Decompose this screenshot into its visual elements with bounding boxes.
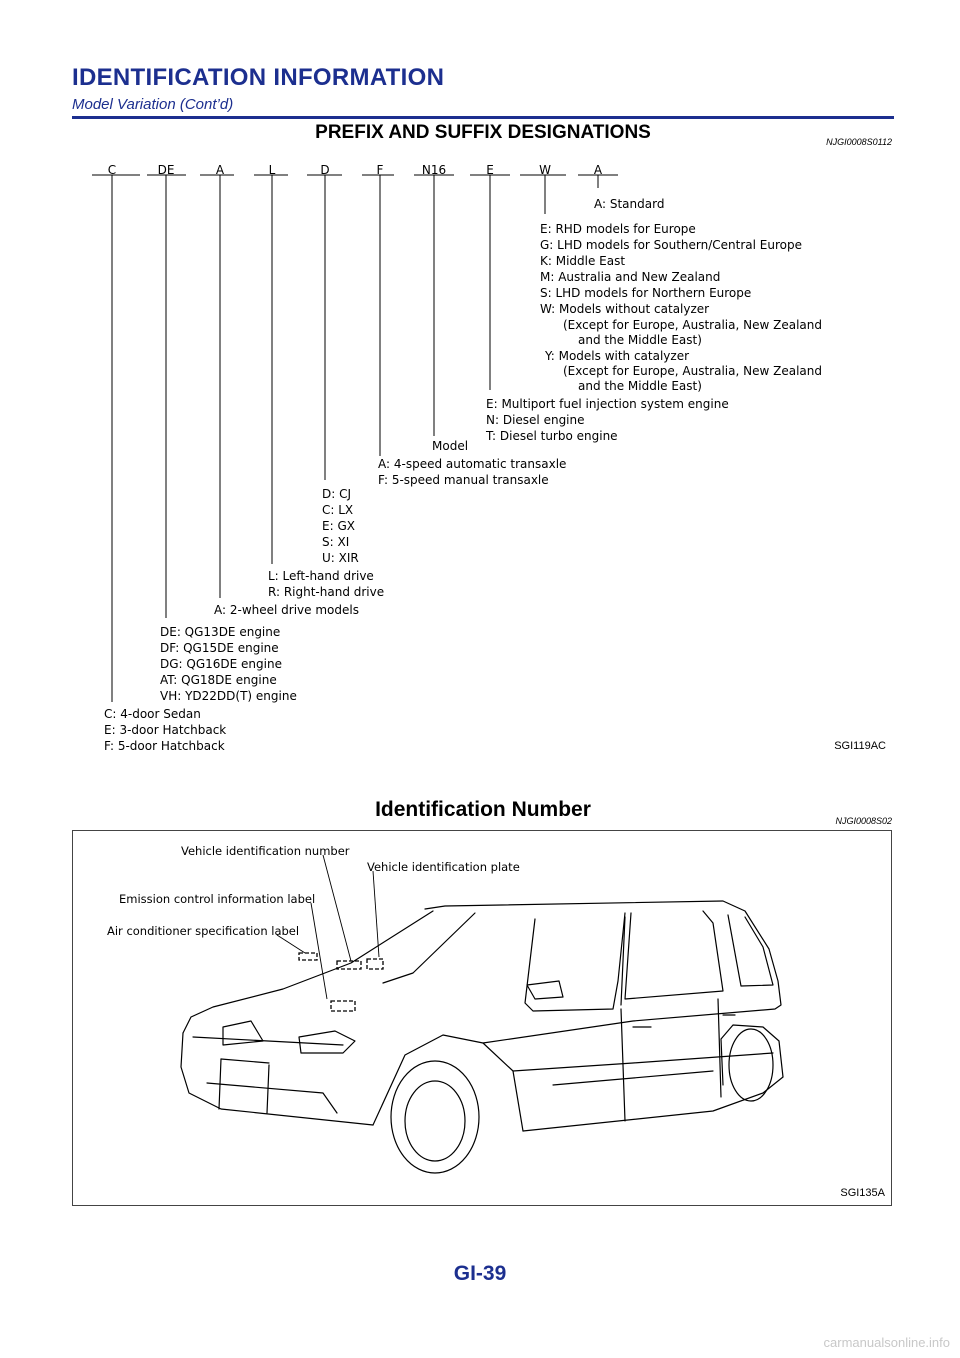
- destination-line: (Except for Europe, Australia, New Zealand: [563, 364, 822, 378]
- vin-label: Vehicle identification number: [181, 844, 350, 858]
- vehicle-illustration: [73, 831, 891, 1205]
- vin-marker: [331, 1001, 355, 1011]
- engine-type-list: [485, 397, 729, 443]
- car-headlight-right: [299, 1031, 355, 1053]
- id-section-ref: NJGI0008S02: [835, 816, 892, 826]
- engine-line: VH: YD22DD(T) engine: [160, 689, 297, 703]
- code-destination: W: [539, 163, 551, 177]
- aircon-label-marker: [299, 953, 317, 960]
- code-body: C: [107, 163, 117, 177]
- engine-type-line: T: Diesel turbo engine: [486, 429, 618, 443]
- grade-line: U: XIR: [322, 551, 359, 565]
- destination-line: Y: Models with catalyzer: [545, 349, 690, 363]
- car-front-window: [525, 913, 625, 1011]
- code-drive: L: [268, 163, 276, 177]
- code-standard: A: [593, 163, 603, 177]
- destination-line: E: RHD models for Europe: [540, 222, 696, 236]
- code-engine-type: E: [486, 163, 494, 177]
- car-roof-outline: [425, 901, 781, 1043]
- drive-line: R: Right-hand drive: [268, 585, 385, 599]
- engine-line: DE: QG13DE engine: [160, 625, 281, 639]
- section-header-title: IDENTIFICATION INFORMATION: [72, 64, 445, 91]
- vehicle-figure-frame: [72, 830, 892, 1206]
- vin-plate-label: Vehicle identification plate: [367, 860, 520, 874]
- grade-line: S: XI: [322, 535, 350, 549]
- destination-line: K: Middle East: [540, 254, 626, 268]
- footer-watermark: carmanualsonline.info: [823, 1335, 950, 1350]
- code-transaxle: F: [376, 163, 384, 177]
- id-section-title: Identification Number: [375, 798, 591, 821]
- engine-line: DF: QG15DE engine: [160, 641, 279, 655]
- prefix-section-ref: NJGI0008S0112: [826, 137, 892, 147]
- code-grade: D: [320, 163, 330, 177]
- grade-line: D: CJ: [322, 487, 352, 501]
- prefix-suffix-diagram: [92, 158, 892, 770]
- vin-plate-marker: [367, 959, 383, 969]
- destination-line: S: LHD models for Northern Europe: [540, 286, 752, 300]
- code-engine: DE: [157, 163, 175, 177]
- grade-list: [322, 487, 359, 565]
- destination-line: (Except for Europe, Australia, New Zealand: [563, 318, 822, 332]
- transaxle-list: [378, 457, 566, 487]
- destination-line: and the Middle East): [578, 333, 702, 347]
- standard-line: A: Standard: [594, 197, 665, 211]
- aircon-label: Air conditioner specification label: [107, 924, 300, 938]
- engine-type-line: E: Multiport fuel injection system engine: [486, 397, 729, 411]
- car-side-mirror: [527, 981, 563, 999]
- grade-line: E: GX: [322, 519, 355, 533]
- wheel-drive-line: A: 2-wheel drive models: [214, 603, 359, 617]
- destination-line: and the Middle East): [578, 379, 702, 393]
- model-line: Model: [432, 439, 469, 453]
- prefix-section-title: PREFIX AND SUFFIX DESIGNATIONS: [315, 122, 651, 143]
- car-rear-wheel: [729, 1029, 773, 1101]
- grade-line: C: LX: [322, 503, 354, 517]
- car-rear-window: [625, 911, 723, 999]
- car-front-wheel: [391, 1061, 479, 1173]
- engine-line: DG: QG16DE engine: [160, 657, 282, 671]
- transaxle-line: A: 4-speed automatic transaxle: [378, 457, 567, 471]
- code-wheel: A: [215, 163, 225, 177]
- engine-list: [160, 625, 297, 703]
- destination-line: G: LHD models for Southern/Central Europe: [540, 238, 803, 252]
- code-model: N16: [421, 163, 447, 177]
- id-figure-code: SGI135A: [840, 1187, 885, 1199]
- destination-line: W: Models without catalyzer: [540, 302, 710, 316]
- engine-type-line: N: Diesel engine: [486, 413, 585, 427]
- body-line: C: 4-door Sedan: [104, 707, 201, 721]
- body-list: [104, 707, 226, 753]
- engine-line: AT: QG18DE engine: [160, 673, 277, 687]
- body-line: F: 5-door Hatchback: [104, 739, 225, 753]
- car-bumper-outline: [181, 1033, 373, 1125]
- destination-list: [540, 222, 822, 393]
- body-line: E: 3-door Hatchback: [104, 723, 227, 737]
- destination-line: M: Australia and New Zealand: [540, 270, 721, 284]
- emission-label: Emission control information label: [119, 892, 316, 906]
- page-number: GI-39: [453, 1262, 507, 1285]
- transaxle-line: F: 5-speed manual transaxle: [378, 473, 549, 487]
- emission-label-marker: [337, 961, 361, 969]
- drive-line: L: Left-hand drive: [268, 569, 374, 583]
- car-headlight-left: [223, 1021, 263, 1045]
- drive-list: [268, 569, 384, 599]
- section-header-subtitle: Model Variation (Cont’d): [72, 96, 234, 113]
- prefix-figure-code: SGI119AC: [834, 740, 886, 752]
- header-divider: [72, 116, 894, 119]
